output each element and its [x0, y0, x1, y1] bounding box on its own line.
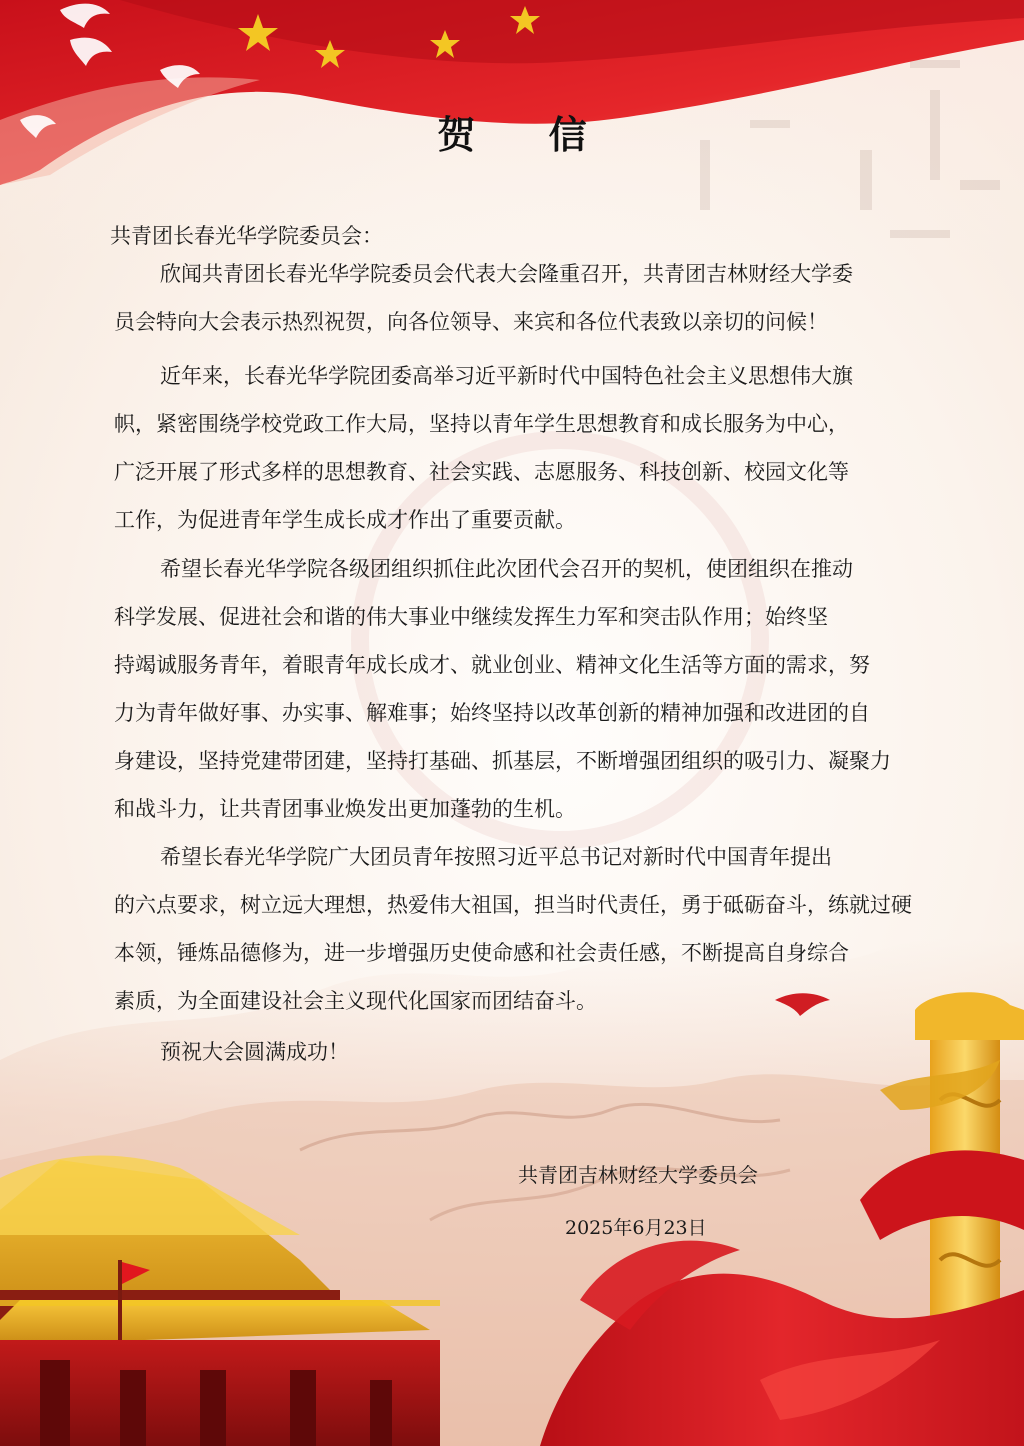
paragraph-line: 素质，为全面建设社会主义现代化国家而团结奋斗。: [114, 989, 597, 1013]
paragraph-line: 和战斗力，让共青团事业焕发出更加蓬勃的生机。: [114, 797, 576, 821]
paragraph-3: [114, 545, 994, 833]
paragraph-line: 希望长春光华学院各级团组织抓住此次团代会召开的契机，使团组织在推动: [160, 557, 853, 581]
paragraph-line: 帜，紧密围绕学校党政工作大局，坚持以青年学生思想教育和成长服务为中心，: [114, 412, 849, 436]
paragraph-line: 力为青年做好事、办实事、解难事；始终坚持以改革创新的精神加强和改进团的自: [114, 701, 870, 725]
paragraph-line: 广泛开展了形式多样的思想教育、社会实践、志愿服务、科技创新、校园文化等: [114, 460, 849, 484]
paragraph-line: 身建设，坚持党建带团建，坚持打基础、抓基层，不断增强团组织的吸引力、凝聚力: [114, 749, 891, 773]
paragraph-1: [114, 250, 994, 346]
paragraph-line: 工作，为促进青年学生成长成才作出了重要贡献。: [114, 508, 576, 532]
paragraph-4: [114, 833, 994, 1025]
closing-wish: 预祝大会圆满成功！: [160, 1040, 349, 1064]
signature-organization: 共青团吉林财经大学委员会: [518, 1163, 758, 1187]
letter-date: 2025年6月23日: [565, 1217, 707, 1239]
paragraph-line: 员会特向大会表示热烈祝贺，向各位领导、来宾和各位代表致以亲切的问候！: [114, 310, 828, 334]
salutation: 共青团长春光华学院委员会：: [110, 224, 383, 248]
letter-title: 贺 信: [437, 112, 617, 157]
paragraph-2: [114, 352, 994, 544]
paragraph-line: 的六点要求，树立远大理想，热爱伟大祖国，担当时代责任，勇于砥砺奋斗，练就过硬: [114, 893, 912, 917]
paragraph-line: 希望长春光华学院广大团员青年按照习近平总书记对新时代中国青年提出: [160, 845, 832, 869]
paragraph-line: 本领，锤炼品德修为，进一步增强历史使命感和社会责任感，不断提高自身综合: [114, 941, 849, 965]
paragraph-line: 欣闻共青团长春光华学院委员会代表大会隆重召开，共青团吉林财经大学委: [160, 262, 853, 286]
paragraph-line: 近年来，长春光华学院团委高举习近平新时代中国特色社会主义思想伟大旗: [160, 364, 853, 388]
paragraph-line: 持竭诚服务青年，着眼青年成长成才、就业创业、精神文化生活等方面的需求，努: [114, 653, 870, 677]
paragraph-line: 科学发展、促进社会和谐的伟大事业中继续发挥生力军和突击队作用；始终坚: [114, 605, 828, 629]
